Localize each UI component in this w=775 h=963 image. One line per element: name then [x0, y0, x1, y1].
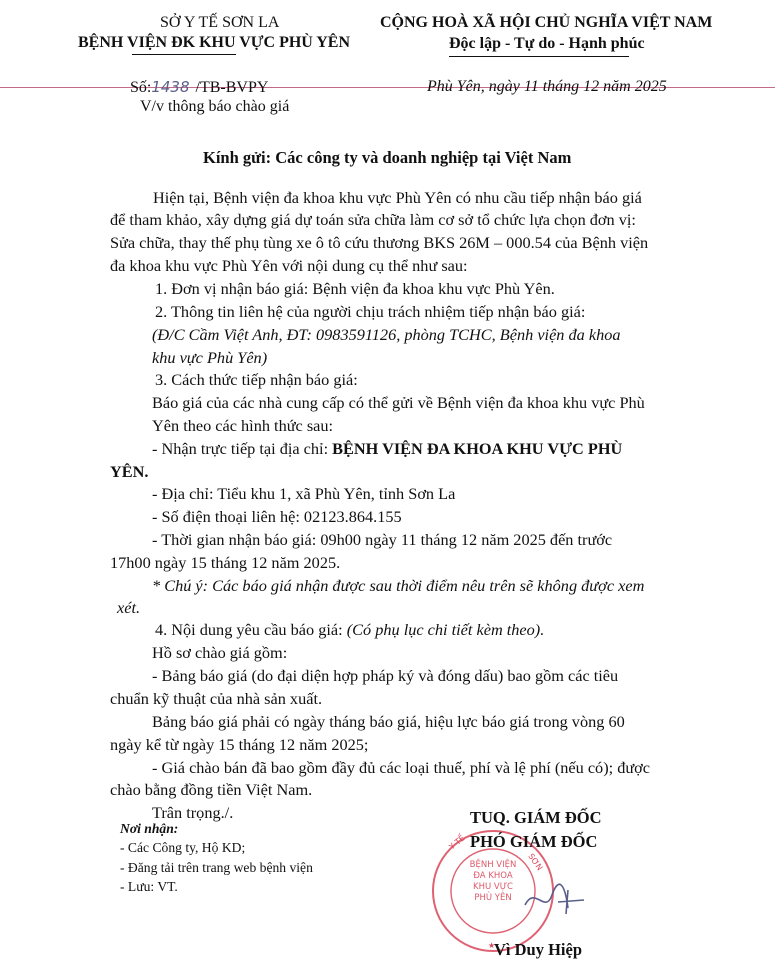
address-line: - Địa chỉ: Tiểu khu 1, xã Phù Yên, tỉnh Sơn La — [152, 484, 456, 503]
svg-text:SƠN: SƠN — [526, 851, 545, 873]
svg-text:Y TẾ: Y TẾ — [447, 833, 467, 852]
price-line-2: chào bằng đồng tiền Việt Nam. — [110, 780, 313, 799]
stamp-line: PHÙ YÊN — [474, 893, 512, 903]
document-subject: V/v thông báo chào giá — [140, 98, 290, 115]
item-2-detail-2: khu vực Phù Yên) — [152, 348, 268, 367]
motto-underline — [449, 56, 629, 57]
item-4 — [155, 620, 544, 640]
document-number-suffix: /TB-BVPY — [195, 79, 269, 96]
stamp-line: ĐA KHOA — [473, 871, 513, 881]
validity-line-2: ngày kể từ ngày 15 tháng 12 năm 2025; — [110, 735, 369, 754]
handwritten-signature — [520, 880, 590, 920]
document-date: Phù Yên, ngày 11 tháng 12 năm 2025 — [427, 78, 667, 95]
addressee: Kính gửi: Các công ty và doanh nghiệp tại Việt Nam — [203, 148, 572, 167]
org-parent: SỞ Y TẾ SƠN LA — [160, 14, 280, 31]
time-line-2: 17h00 ngày 15 tháng 12 năm 2025. — [110, 553, 341, 572]
intro-line-1: Hiện tại, Bệnh viện đa khoa khu vực Phù Yên có nhu cầu tiếp nhận báo giá — [153, 188, 642, 207]
dossier-table-2: chuẩn kỹ thuật của nhà sản xuất. — [110, 689, 323, 708]
time-line-1: - Thời gian nhận báo giá: 09h00 ngày 11 tháng 12 năm 2025 đến trước — [152, 530, 613, 549]
stamp-line: KHU VỰC — [473, 882, 513, 892]
item-4-italic: (Có phụ lục chi tiết kèm theo). — [346, 620, 545, 639]
closing: Trân trọng./. — [152, 803, 234, 822]
stamp-line: BỆNH VIỆN — [469, 860, 517, 870]
recipient-item: - Đăng tải trên trang web bệnh viện — [120, 860, 313, 875]
intro-line-4: đa khoa khu vực Phù Yên với nội dung cụ thể như sau: — [110, 256, 468, 275]
item-3-text-1: Báo giá của các nhà cung cấp có thể gửi về Bệnh viện đa khoa khu vực Phù — [152, 393, 645, 412]
signer-name: Vì Duy Hiệp — [494, 940, 583, 959]
national-title: CỘNG HOÀ XÃ HỘI CHỦ NGHĨA VIỆT NAM — [380, 14, 713, 31]
item-3: 3. Cách thức tiếp nhận báo giá: — [155, 370, 358, 389]
intro-line-3: Sửa chữa, thay thế phụ tùng xe ô tô cứu thương BKS 26M – 000.54 của Bệnh viện — [110, 233, 649, 252]
dossier-table-1: - Bảng báo giá (do đại diện hợp pháp ký và đóng dấu) bao gồm các tiêu — [152, 666, 619, 685]
dossier-heading: Hồ sơ chào giá gồm: — [152, 643, 288, 662]
item-2: 2. Thông tin liên hệ của người chịu trách nhiệm tiếp nhận báo giá: — [155, 302, 586, 321]
note-line-2: xét. — [117, 598, 141, 617]
document-number-handwritten: 1438 — [151, 78, 190, 96]
document-number — [130, 78, 268, 97]
phone-line: - Số điện thoại liên hệ: 02123.864.155 — [152, 507, 402, 526]
document-number-label: Số: — [130, 79, 152, 96]
recipient-item: - Các Công ty, Hộ KD; — [120, 840, 246, 855]
validity-line-1: Bảng báo giá phải có ngày tháng báo giá, hiệu lực báo giá trong vòng 60 — [152, 712, 625, 731]
org-underline — [132, 54, 236, 55]
direct-delivery — [152, 439, 622, 459]
note-line-1: * Chú ý: Các báo giá nhận được sau thời điểm nêu trên sẽ không được xem — [152, 576, 645, 595]
direct-delivery-prefix: - Nhận trực tiếp tại địa chỉ: — [152, 439, 333, 458]
item-3-text-2: Yên theo các hình thức sau: — [152, 416, 334, 435]
item-4-prefix: 4. Nội dung yêu cầu báo giá: — [155, 620, 347, 639]
item-1: 1. Đơn vị nhận báo giá: Bệnh viện đa khoa khu vực Phù Yên. — [155, 279, 555, 298]
svg-text:★: ★ — [488, 941, 496, 950]
recipients-title: Nơi nhận: — [120, 821, 179, 836]
signature-title: PHÓ GIÁM ĐỐC — [470, 832, 598, 851]
price-line-1: - Giá chào bán đã bao gồm đầy đủ các loại thuế, phí và lệ phí (nếu có); được — [152, 758, 651, 777]
direct-delivery-hospital: BỆNH VIỆN ĐA KHOA KHU VỰC PHÙ — [332, 439, 623, 458]
direct-delivery-hospital-cont: YÊN. — [110, 462, 149, 481]
item-2-detail-1: (Đ/C Cầm Việt Anh, ĐT: 0983591126, phòng TCHC, Bệnh viện đa khoa — [152, 325, 621, 344]
org-name: BỆNH VIỆN ĐK KHU VỰC PHÙ YÊN — [78, 34, 351, 51]
intro-line-2: để tham khảo, xây dựng giá dự toán sửa chữa làm cơ sở tổ chức lựa chọn đơn vị: — [110, 210, 636, 229]
signature-authority: TUQ. GIÁM ĐỐC — [470, 808, 602, 827]
national-motto: Độc lập - Tự do - Hạnh phúc — [449, 35, 645, 52]
recipient-item: - Lưu: VT. — [120, 879, 178, 894]
